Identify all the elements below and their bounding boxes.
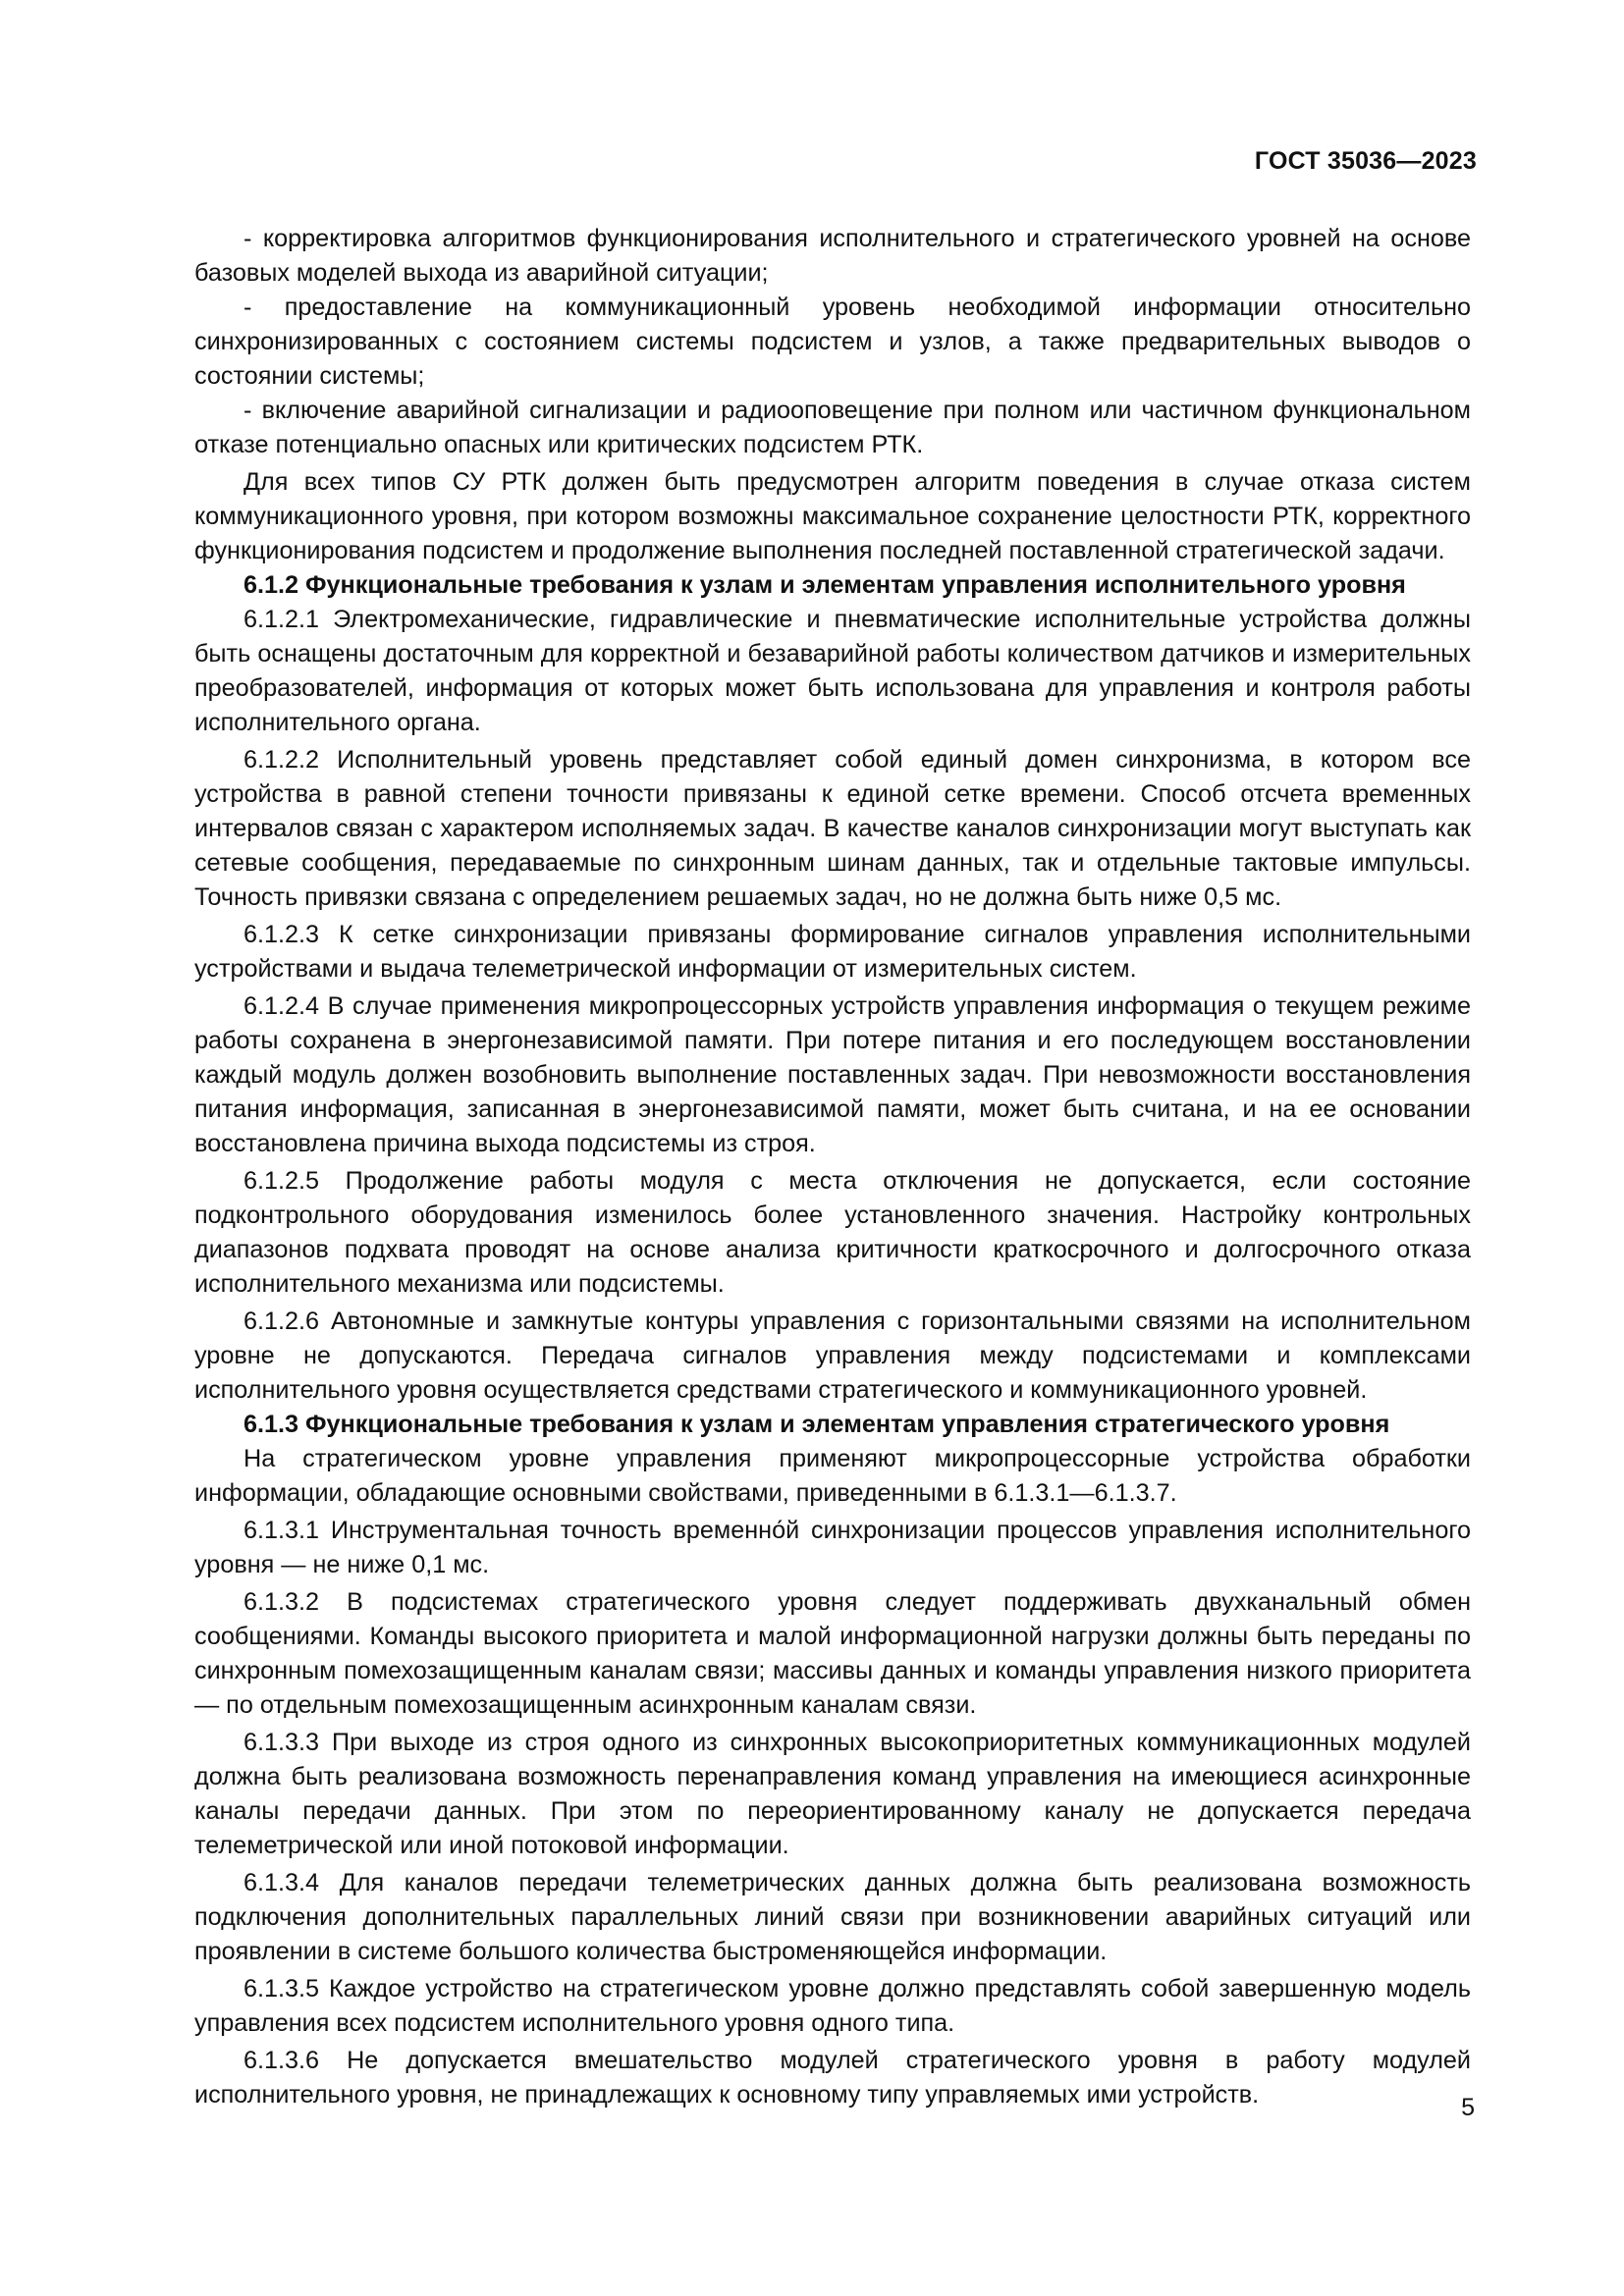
paragraph: Для всех типов СУ РТК должен быть предусмотрен алгоритм поведения в случае отказа систем коммуникационного уровня, при котором возможны максимальное сохранение целостности РТК, корректного функционирования подсистем и продолжение выполнения последней поставленной стратегической задачи. [194, 468, 1471, 564]
document-code-header: ГОСТ 35036—2023 [1254, 147, 1477, 175]
paragraph: 6.1.3.3 При выходе из строя одного из синхронных высокоприоритетных коммуникационных модулей должна быть реализована возможность перенаправления команд управления на имеющиеся асинхронные каналы передачи данных. При этом по переориентированному каналу не допускается передача телеметрической или иной потоковой информации. [194, 1729, 1471, 1859]
paragraph: 6.1.2.6 Автономные и замкнутые контуры управления с горизонтальными связями на исполнительном уровне не допускаются. Передача сигналов управления между подсистемами и комплексами исполнительного уровня осуществляется средствами стратегического и коммуникационного уровней. [194, 1308, 1471, 1404]
paragraph: 6.1.2.2 Исполнительный уровень представляет собой единый домен синхронизма, в котором все устройства в равной степени точности привязаны к единой сетке времени. Способ отсчета временных интервалов связан с характером исполняемых задач. В качестве каналов синхронизации могут выступать как сетевые сообщения, передаваемые по синхронным шинам данных, так и отдельные тактовые импульсы. Точность привязки связана с определением решаемых задач, но не должна быть ниже 0,5 мс. [194, 746, 1471, 911]
document-body [194, 222, 1471, 2112]
page-number: 5 [1461, 2094, 1475, 2121]
paragraph: 6.1.3.4 Для каналов передачи телеметрических данных должна быть реализована возможность подключения дополнительных параллельных линий связи при возникновении аварийных ситуаций или проявлении в системе большого количества быстроменяющейся информации. [194, 1869, 1471, 1965]
list-item: - предоставление на коммуникационный уровень необходимой информации относительно синхронизированных с состоянием системы подсистем и узлов, а также предварительных выводов о состоянии системы; [194, 294, 1471, 390]
paragraph: 6.1.2.3 К сетке синхронизации привязаны формирование сигналов управления исполнительными устройствами и выдача телеметрической информации от измерительных систем. [194, 921, 1471, 983]
paragraph: 6.1.3.6 Не допускается вмешательство модулей стратегического уровня в работу модулей исполнительного уровня, не принадлежащих к основному типу управляемых ими устройств. [194, 2047, 1471, 2109]
paragraph: 6.1.3.1 Инструментальная точность временно́й синхронизации процессов управления исполнительного уровня — не ниже 0,1 мс. [194, 1517, 1471, 1578]
paragraph: 6.1.3.2 В подсистемах стратегического уровня следует поддерживать двухканальный обмен сообщениями. Команды высокого приоритета и малой информационной нагрузки должны быть переданы по синхронным помехозащищенным каналам связи; массивы данных и команды управления низкого приоритета — по отдельным помехозащищенным асинхронным каналам связи. [194, 1588, 1471, 1719]
paragraph: На стратегическом уровне управления применяют микропроцессорные устройства обработки информации, обладающие основными свойствами, приведенными в 6.1.3.1—6.1.3.7. [194, 1445, 1471, 1507]
section-heading: 6.1.3 Функциональные требования к узлам и элементам управления стратегического уровня [244, 1411, 1390, 1438]
paragraph: 6.1.3.5 Каждое устройство на стратегическом уровне должно представлять собой завершенную модель управления всех подсистем исполнительного уровня одного типа. [194, 1975, 1471, 2037]
paragraph: 6.1.2.1 Электромеханические, гидравлические и пневматические исполнительные устройства должны быть оснащены достаточным для корректной и безаварийной работы количеством датчиков и измерительных преобразователей, информация от которых может быть использована для управления и контроля работы исполнительного органа. [194, 606, 1471, 736]
list-item: - корректировка алгоритмов функционирования исполнительного и стратегического уровней на основе базовых моделей выхода из аварийной ситуации; [194, 225, 1471, 287]
list-item: - включение аварийной сигнализации и радиооповещение при полном или частичном функциональном отказе потенциально опасных или критических подсистем РТК. [194, 397, 1471, 458]
paragraph: 6.1.2.5 Продолжение работы модуля с места отключения не допускается, если состояние подконтрольного оборудования изменилось более установленного значения. Настройку контрольных диапазонов подхвата проводят на основе анализа критичности краткосрочного и долгосрочного отказа исполнительного механизма или подсистемы. [194, 1167, 1471, 1298]
paragraph: 6.1.2.4 В случае применения микропроцессорных устройств управления информация о текущем режиме работы сохранена в энергонезависимой памяти. При потере питания и его последующем восстановлении каждый модуль должен возобновить выполнение поставленных задач. При невозможности восстановления питания информация, записанная в энергонезависимой памяти, может быть считана, и на ее основании восстановлена причина выхода подсистемы из строя. [194, 992, 1471, 1157]
section-heading: 6.1.2 Функциональные требования к узлам и элементам управления исполнительного уровня [244, 571, 1406, 599]
